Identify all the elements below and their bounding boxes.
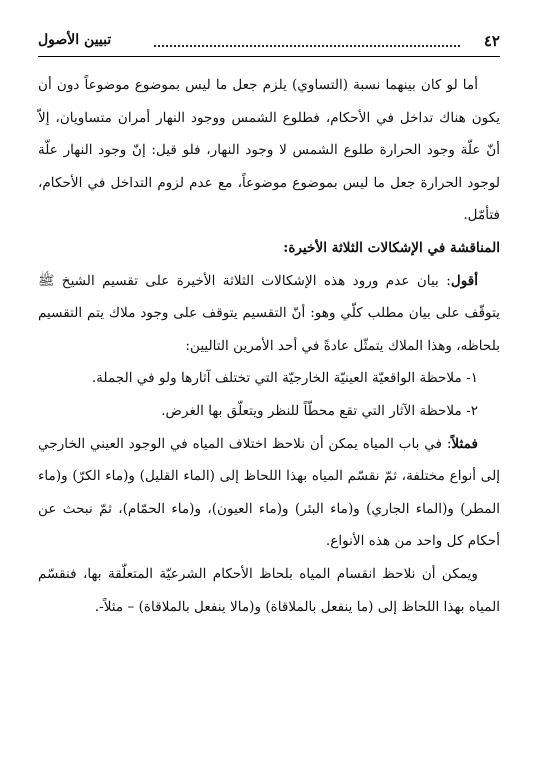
page-number: ٤٢ [483, 32, 500, 50]
section-subheading: المناقشة في الإشكالات الثلاثة الأخيرة: [283, 239, 500, 256]
paragraph-2 [38, 265, 500, 363]
header-leader-dots [154, 45, 460, 47]
running-title: تبيين الأصول [38, 32, 112, 48]
list-item-2: ٢- ملاحظة الآثار التي تقع محطّاً للنظر ويتعلّق بها الغرض. [161, 402, 478, 419]
paragraph-1: أما لو كان بينهما نسبة (التساوي) يلزم جعل ما ليس بموضوع موضوعاً دون أن يكون هناك تداخل في الأحكام، فطلوع الشمس ووجود النهار أمران متساويان، إلاّ أنّ علّة وجود الحرارة طلوع الشمس لا وجود النهار، فلو قيل: إنّ وجود النهار علّة لوجود الحرارة جعل ما ليس بموضوع موضوعاً، مع عدم لزوم التداخل في الأحكام، فتأمّل. [38, 77, 500, 224]
paragraph-2-lead-word: أقول [450, 272, 478, 289]
book-page [38, 30, 500, 623]
list-item-1: ١- ملاحظة الواقعيّة العينيّة الخارجيّة التي تختلف آثارها ولو في الجملة. [91, 370, 478, 387]
paragraph-2-text: : بيان عدم ورود هذه الإشكالات الثلاثة الأخيرة على تقسيم الشيخ ﷺ يتوقّف على بيان مطلب كلّي وهو: أنّ التقسيم يتوقف على وجود ملاك يتم التقسيم بلحاظه، وهذا الملاك يتمثّل عادةً في أحد الأمرين التاليين: [38, 272, 500, 354]
paragraph-4: ويمكن أن نلاحظ انقسام المياه بلحاظ الأحكام الشرعيّة المتعلّقة بها، فنقسّم المياه بهذا اللحاظ إلى (ما ينفعل بالملاقاة) و(مالا ينفعل بالملاقاة) – مثلاً-. [38, 565, 500, 615]
page-header [38, 30, 500, 57]
page-body [38, 69, 500, 623]
paragraph-3-text: : في باب المياه يمكن أن نلاحظ اختلاف المياه في الوجود العيني الخارجي إلى أنواع مختلفة، ثمّ نقسّم المياه بهذا اللحاظ إلى (الماء القليل) و(ماء الكرّ) و(ماء المطر) و(الماء الجاري) و(ماء البئر) و(ماء العيون)، و(ماء الحمّام)، ثمّ نبحث عن أحكام كل واحد من هذه الأنواع. [38, 435, 500, 550]
paragraph-3-lead-word: فمثلاً [451, 435, 478, 452]
paragraph-3 [38, 428, 500, 558]
